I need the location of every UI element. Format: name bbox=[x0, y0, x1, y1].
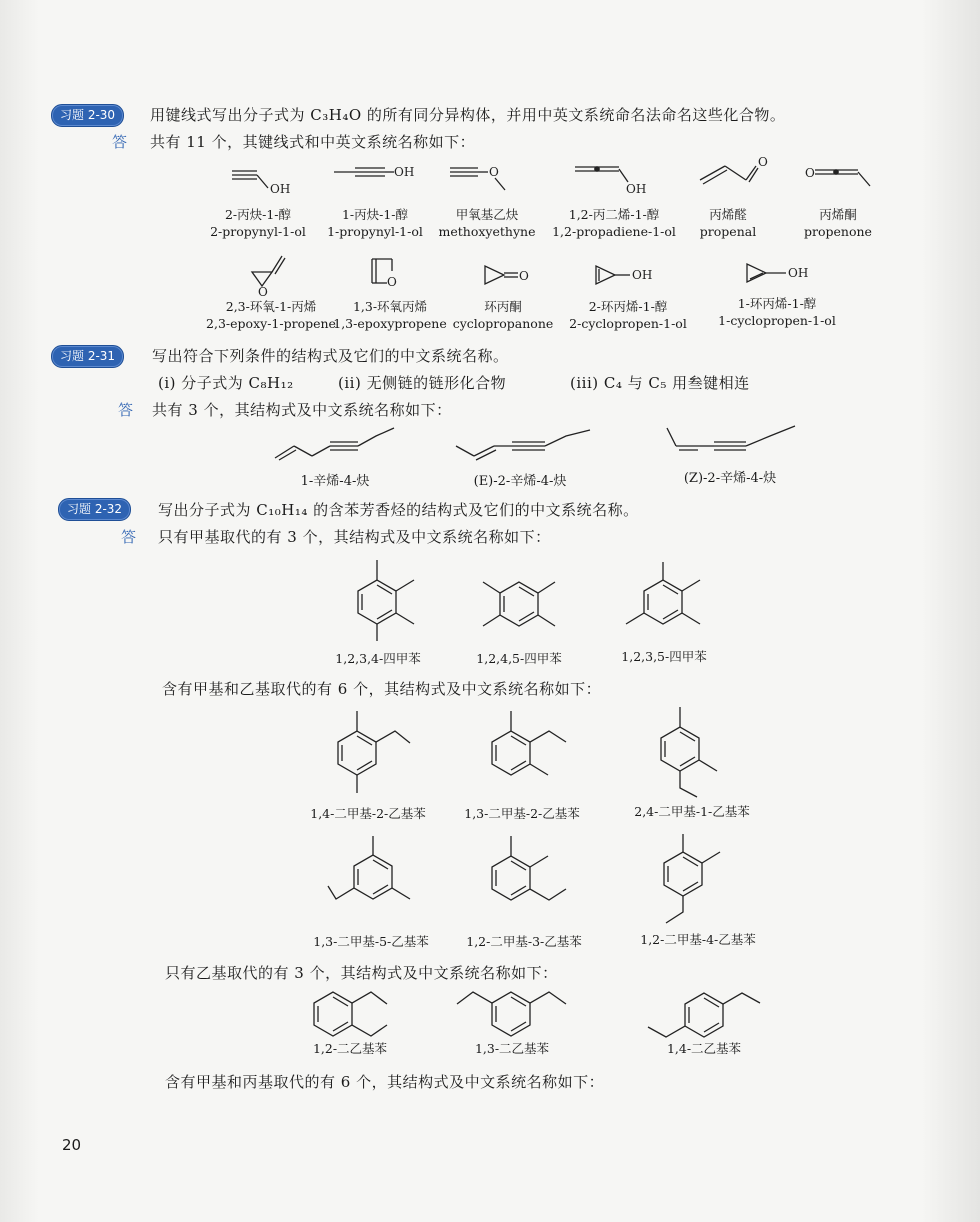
answer-mark-2-31: 答 bbox=[118, 401, 134, 419]
compound-caption: 1,2-二甲基-4-乙基苯 bbox=[640, 932, 756, 947]
svg-text:O: O bbox=[387, 275, 397, 289]
condition-2: (ii) 无侧链的链形化合物 bbox=[338, 374, 507, 392]
svg-text:O: O bbox=[758, 155, 768, 169]
svg-text:O: O bbox=[519, 269, 529, 283]
compound-caption: 1,2-二甲基-3-乙基苯 bbox=[466, 934, 582, 949]
intro-methyl: 只有甲基取代的有 3 个，其结构式及中文系统名称如下： bbox=[158, 528, 551, 546]
structure-14-diethylbenzene bbox=[648, 993, 760, 1037]
compound-caption: 1,3-环氧丙烯 1,3-epoxypropene bbox=[333, 299, 447, 331]
compound-caption: 1,4-二乙基苯 bbox=[666, 1041, 742, 1056]
structure-13-dimethyl-2-ethylbenzene bbox=[492, 711, 566, 775]
compound-caption: 2,3-环氧-1-丙烯 2,3-epoxy-1-propene bbox=[206, 299, 336, 331]
structure-cyclopropanone bbox=[485, 266, 529, 284]
compound-caption: 丙烯酮 propenone bbox=[804, 207, 872, 239]
compound-caption: 丙烯醛 propenal bbox=[699, 207, 757, 239]
svg-text:OH: OH bbox=[394, 165, 415, 179]
structure-24-dimethyl-1-ethylbenzene bbox=[661, 707, 717, 797]
structure-propenal bbox=[700, 155, 768, 184]
structure-12-dimethyl-3-ethylbenzene bbox=[492, 836, 566, 900]
structure-1245-tetramethylbenzene bbox=[483, 582, 555, 626]
compound-caption: 甲氧基乙炔 methoxyethyne bbox=[438, 207, 536, 239]
compound-caption: 1,4-二甲基-2-乙基苯 bbox=[310, 806, 426, 821]
structure-1234-tetramethylbenzene bbox=[358, 560, 414, 641]
condition-3: (iii) C₄ 与 C₅ 用叁键相连 bbox=[570, 374, 750, 392]
structure-E-2-octen-4-yne bbox=[456, 430, 590, 460]
structure-14-dimethyl-2-ethylbenzene bbox=[338, 711, 410, 793]
question-2-31: 写出符合下列条件的结构式及它们的中文系统名称。 bbox=[152, 347, 509, 365]
compound-caption: 1-丙炔-1-醇 1-propynyl-1-ol bbox=[327, 207, 423, 239]
compound-caption: 环丙酮 cyclopropanone bbox=[452, 299, 554, 331]
compound-caption: 1,3-二甲基-2-乙基苯 bbox=[464, 806, 580, 821]
svg-text:OH: OH bbox=[788, 266, 809, 280]
svg-text:OH: OH bbox=[632, 268, 653, 282]
structure-epoxypropene bbox=[252, 256, 285, 299]
svg-text:O: O bbox=[258, 285, 268, 299]
compound-caption: (E)-2-辛烯-4-炔 bbox=[473, 474, 567, 489]
structure-propadienol bbox=[575, 167, 646, 196]
answer-2-31: 共有 3 个，其结构式及中文系统名称如下： bbox=[152, 401, 452, 419]
answer-2-30: 共有 11 个，其键线式和中英文系统名称如下： bbox=[150, 133, 476, 151]
compound-caption: 2-环丙烯-1-醇 2-cyclopropen-1-ol bbox=[569, 299, 687, 331]
answer-mark-2-32: 答 bbox=[121, 528, 137, 546]
compound-caption: 1,2,4,5-四甲苯 bbox=[476, 651, 562, 666]
exercise-badge-2-31: 习题 2-31 bbox=[51, 345, 124, 368]
exercise-badge-2-30: 习题 2-30 bbox=[51, 104, 124, 127]
structure-propenone bbox=[805, 166, 870, 186]
svg-text:O: O bbox=[489, 165, 499, 179]
structure-Z-2-octen-4-yne bbox=[667, 426, 795, 450]
question-2-32: 写出分子式为 C₁₀H₁₄ 的含苯芳香烃的结构式及它们的中文系统名称。 bbox=[158, 501, 639, 519]
compound-caption: (Z)-2-辛烯-4-炔 bbox=[683, 471, 777, 486]
intro-methyl-propyl: 含有甲基和丙基取代的有 6 个，其结构式及中文系统名称如下： bbox=[165, 1073, 605, 1091]
structure-epoxypropene-ring bbox=[372, 259, 397, 289]
compound-caption: 1,2-丙二烯-1-醇 1,2-propadiene-1-ol bbox=[552, 207, 676, 239]
intro-ethyl: 只有乙基取代的有 3 个，其结构式及中文系统名称如下： bbox=[165, 964, 558, 982]
structure-cyclopropen-1-ol bbox=[747, 264, 808, 282]
svg-text:O: O bbox=[805, 166, 815, 180]
structure-methoxyethyne bbox=[450, 165, 505, 190]
structure-cyclopropen-2-ol bbox=[596, 266, 652, 284]
svg-text:OH: OH bbox=[270, 182, 291, 196]
compound-caption: 2-丙炔-1-醇 2-propynyl-1-ol bbox=[210, 207, 306, 239]
compound-caption: 1,2,3,4-四甲苯 bbox=[335, 651, 421, 666]
structure-13-dimethyl-5-ethylbenzene bbox=[328, 836, 410, 899]
question-2-30: 用键线式写出分子式为 C₃H₄O 的所有同分异构体，并用中英文系统命名法命名这些化合物。 bbox=[150, 106, 786, 124]
structure-1-propynyl-1-ol bbox=[334, 165, 414, 179]
exercise-badge-2-32: 习题 2-32 bbox=[58, 498, 131, 521]
condition-1: (i) 分子式为 C₈H₁₂ bbox=[158, 374, 294, 392]
compound-caption: 1,3-二甲基-5-乙基苯 bbox=[313, 934, 429, 949]
compound-caption: 1,2-二乙基苯 bbox=[312, 1041, 388, 1056]
compound-caption: 2,4-二甲基-1-乙基苯 bbox=[634, 804, 750, 819]
structure-12-diethylbenzene bbox=[314, 992, 387, 1036]
intro-methyl-ethyl: 含有甲基和乙基取代的有 6 个，其结构式及中文系统名称如下： bbox=[162, 680, 602, 698]
compound-caption: 1,2,3,5-四甲苯 bbox=[621, 649, 707, 664]
page-number: 20 bbox=[62, 1136, 82, 1154]
structure-2-propynyl-1-ol bbox=[232, 171, 290, 196]
compound-caption: 1,3-二乙基苯 bbox=[474, 1041, 550, 1056]
structure-12-dimethyl-4-ethylbenzene bbox=[664, 834, 720, 923]
structure-13-diethylbenzene bbox=[457, 992, 566, 1036]
structure-1-octen-4-yne bbox=[275, 428, 394, 460]
compound-caption: 1-辛烯-4-炔 bbox=[300, 474, 370, 489]
compound-caption: 1-环丙烯-1-醇 1-cyclopropen-1-ol bbox=[718, 296, 836, 328]
svg-text:OH: OH bbox=[626, 182, 647, 196]
structure-1235-tetramethylbenzene bbox=[626, 562, 700, 624]
answer-mark-2-30: 答 bbox=[112, 133, 128, 151]
